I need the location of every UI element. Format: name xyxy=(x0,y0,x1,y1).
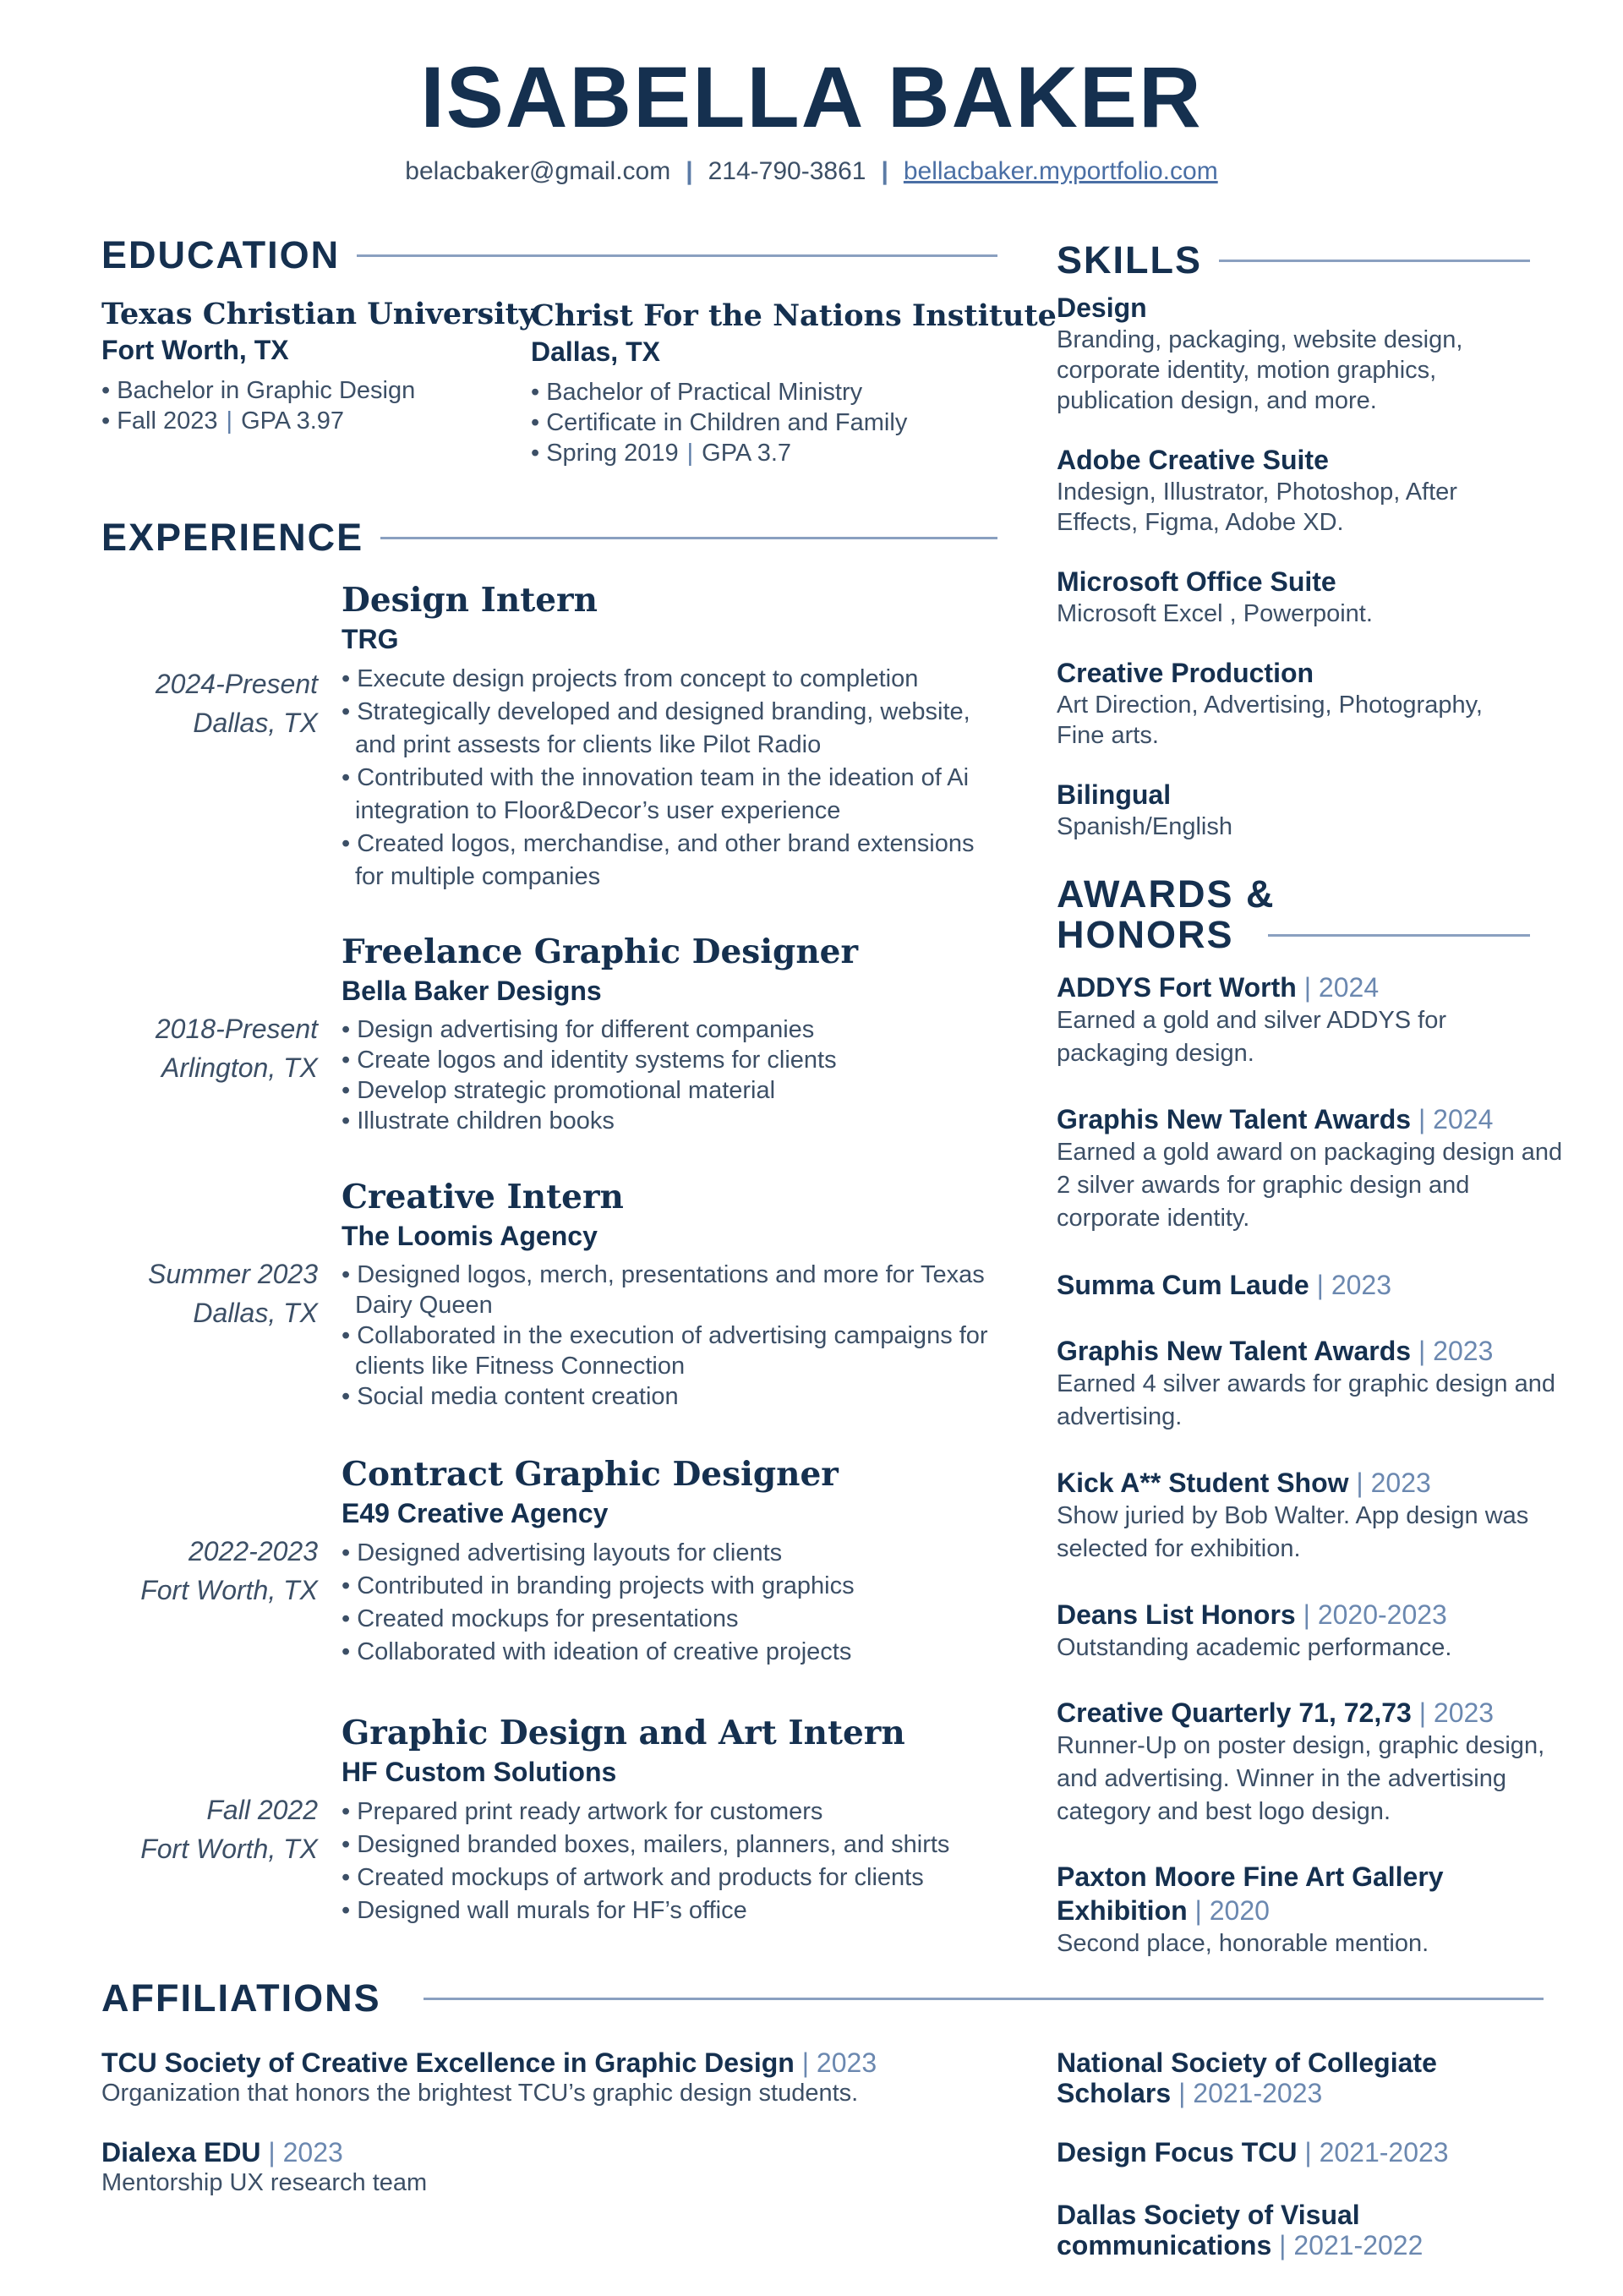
award-name: Summa Cum Laude | 2023 xyxy=(1057,1270,1391,1300)
award-desc: Earned a gold award on packaging design and 2 silver awards for graphic design and corporate identity. xyxy=(1057,1139,1563,1232)
affiliations-heading: AFFILIATIONS xyxy=(101,1976,1544,2020)
affiliation-name: Design Focus TCU | 2021-2023 xyxy=(1057,2137,1449,2168)
job-bullet: • Designed logos, merch, presentations and more for Texas Dairy Queen xyxy=(342,1261,985,1319)
degree: • Bachelor in Graphic Design xyxy=(101,377,416,404)
skill-item xyxy=(1057,291,1530,416)
job-bullet: • Execute design projects from concept to completion xyxy=(342,665,919,692)
education-section xyxy=(101,233,997,277)
job-org: The Loomis Agency xyxy=(342,1221,598,1251)
affiliation-name: TCU Society of Creative Excellence in Graphic Design | 2023 xyxy=(101,2047,877,2078)
job-bullet: • Design advertising for different companies xyxy=(342,1016,815,1043)
education-item xyxy=(531,298,1057,468)
job-bullet: • Strategically developed and designed branding, website, and print assests for clients like Pilot Radio xyxy=(342,698,970,758)
school-location: Fort Worth, TX xyxy=(101,335,289,365)
award-desc: Second place, honorable mention. xyxy=(1057,1930,1429,1957)
affiliation-desc: Mentorship UX research team xyxy=(101,2169,428,2196)
affiliation-desc: Organization that honors the brightest TCU’s graphic design students. xyxy=(101,2080,859,2107)
experience-section xyxy=(101,516,997,560)
job-bullet: • Contributed with the innovation team in the ideation of Ai integration to Floor&Decor’s user experience xyxy=(342,764,970,824)
skill-desc: Branding, packaging, website design, corporate identity, motion graphics, publication design, and more. xyxy=(1057,326,1463,414)
skill-item xyxy=(1057,443,1530,538)
job-bullet: • Collaborated in the execution of advertising campaigns for clients like Fitness Connection xyxy=(342,1322,988,1380)
job-dates: Summer 2023 Dallas, TX xyxy=(148,1259,318,1328)
affiliation-name: National Society of Collegiate Scholars | 2021-2023 xyxy=(1057,2047,1437,2108)
job-dates: 2024-Present Dallas, TX xyxy=(155,669,318,738)
job-bullet: • Designed wall murals for HF’s office xyxy=(342,1897,747,1924)
heading-rule xyxy=(1268,934,1530,937)
skill-name: Microsoft Office Suite xyxy=(1057,566,1336,597)
affiliations-section xyxy=(101,1976,1544,2020)
school-location: Dallas, TX xyxy=(531,336,660,367)
separator: | xyxy=(881,157,888,185)
award-item xyxy=(1057,1598,1564,1665)
school-name: Christ For the Nations Institute xyxy=(531,298,1057,333)
skill-name: Creative Production xyxy=(1057,658,1314,688)
term-gpa: • Fall 2023 | GPA 3.97 xyxy=(101,407,345,435)
affiliation-item xyxy=(1057,2137,1564,2168)
job-bullet: • Contributed in branding projects with graphics xyxy=(342,1572,855,1599)
education-heading: EDUCATION xyxy=(101,233,997,277)
award-name: ADDYS Fort Worth | 2024 xyxy=(1057,972,1380,1003)
job-bullet: • Created mockups for presentations xyxy=(342,1605,739,1632)
education-item xyxy=(101,296,537,436)
portfolio-link[interactable]: bellacbaker.myportfolio.com xyxy=(903,157,1218,185)
certificate: • Certificate in Children and Family xyxy=(531,409,908,436)
job-bullet: • Develop strategic promotional material xyxy=(342,1077,776,1104)
heading-rule xyxy=(357,254,997,257)
awards-heading: AWARDS & HONORS xyxy=(1057,874,1530,955)
job-dates: 2022-2023 Fort Worth, TX xyxy=(140,1536,318,1605)
affiliation-name: Dialexa EDU | 2023 xyxy=(101,2137,343,2168)
skill-item xyxy=(1057,656,1530,751)
job-bullet: • Collaborated with ideation of creative projects xyxy=(342,1638,852,1665)
job-bullet: • Created logos, merchandise, and other brand extensions for multiple companies xyxy=(342,830,975,890)
job-org: TRG xyxy=(342,624,399,654)
job-bullet: • Prepared print ready artwork for customers xyxy=(342,1798,823,1825)
candidate-name: ISABELLA BAKER xyxy=(420,49,1203,145)
job-title: Creative Intern xyxy=(342,1178,624,1216)
award-item xyxy=(1057,1696,1564,1829)
job-bullet: • Designed branded boxes, mailers, planners, and shirts xyxy=(342,1831,950,1858)
affiliation-name: Dallas Society of Visual communications | 2021-2022 xyxy=(1057,2200,1424,2260)
separator: | xyxy=(686,157,693,185)
award-name: Deans List Honors | 2020-2023 xyxy=(1057,1599,1447,1630)
term-gpa: • Spring 2019 | GPA 3.7 xyxy=(531,440,792,467)
award-name: Graphis New Talent Awards | 2024 xyxy=(1057,1104,1494,1134)
job-bullet: • Illustrate children books xyxy=(342,1107,615,1134)
award-desc: Show juried by Bob Walter. App design was selected for exhibition. xyxy=(1057,1502,1529,1562)
job-title: Freelance Graphic Designer xyxy=(342,932,859,971)
skill-item xyxy=(1057,778,1530,842)
heading-rule xyxy=(380,537,997,539)
skill-desc: Art Direction, Advertising, Photography, Fine arts. xyxy=(1057,692,1483,749)
award-item xyxy=(1057,1334,1564,1434)
job-bullet: • Designed advertising layouts for clients xyxy=(342,1539,783,1566)
award-name: Graphis New Talent Awards | 2023 xyxy=(1057,1336,1494,1366)
job-title: Contract Graphic Designer xyxy=(342,1455,839,1494)
skill-item xyxy=(1057,565,1530,629)
heading-rule xyxy=(424,1998,1544,2000)
award-item xyxy=(1057,1860,1462,1960)
skills-section xyxy=(1057,238,1530,869)
job-bullet: • Created mockups of artwork and products for clients xyxy=(342,1864,924,1891)
skill-name: Adobe Creative Suite xyxy=(1057,445,1329,475)
degree: • Bachelor of Practical Ministry xyxy=(531,379,863,406)
job-title: Design Intern xyxy=(342,581,598,620)
job-org: Bella Baker Designs xyxy=(342,976,602,1006)
job-dates: 2018-Present Arlington, TX xyxy=(155,1014,318,1083)
job-bullet: • Social media content creation xyxy=(342,1383,679,1410)
award-name: Kick A** Student Show | 2023 xyxy=(1057,1468,1431,1498)
skill-desc: Spanish/English xyxy=(1057,813,1232,840)
award-desc: Runner-Up on poster design, graphic design, and advertising. Winner in the advertising category and best logo design. xyxy=(1057,1732,1545,1825)
affiliation-item xyxy=(1057,2047,1454,2108)
job-dates: Fall 2022 Fort Worth, TX xyxy=(140,1795,318,1864)
award-item xyxy=(1057,1268,1564,1302)
experience-heading: EXPERIENCE xyxy=(101,516,997,560)
job-org: HF Custom Solutions xyxy=(342,1757,617,1787)
award-name: Paxton Moore Fine Art Gallery Exhibition | 2020 xyxy=(1057,1861,1444,1926)
skills-heading: SKILLS xyxy=(1057,238,1530,282)
skill-desc: Microsoft Excel , Powerpoint. xyxy=(1057,600,1373,627)
contact-line xyxy=(0,155,1623,189)
email-text: belacbaker@gmail.com xyxy=(405,157,671,185)
skill-desc: Indesign, Illustrator, Photoshop, After Effects, Figma, Adobe XD. xyxy=(1057,478,1457,536)
award-desc: Earned a gold and silver ADDYS for packaging design. xyxy=(1057,1007,1447,1067)
skill-name: Bilingual xyxy=(1057,779,1172,810)
affiliation-item xyxy=(101,2047,1031,2108)
affiliation-item xyxy=(101,2137,947,2198)
job-title: Graphic Design and Art Intern xyxy=(342,1714,905,1752)
heading-rule xyxy=(1219,260,1530,262)
award-name: Creative Quarterly 71, 72,73 | 2023 xyxy=(1057,1697,1495,1728)
award-item xyxy=(1057,970,1564,1070)
award-item xyxy=(1057,1466,1564,1566)
award-item xyxy=(1057,1102,1564,1235)
award-desc: Outstanding academic performance. xyxy=(1057,1634,1452,1661)
affiliation-item xyxy=(1057,2200,1454,2260)
award-desc: Earned 4 silver awards for graphic design and advertising. xyxy=(1057,1370,1555,1430)
phone-text: 214-790-3861 xyxy=(708,157,866,185)
job-org: E49 Creative Agency xyxy=(342,1498,609,1528)
job-bullet: • Create logos and identity systems for clients xyxy=(342,1047,837,1074)
skill-name: Design xyxy=(1057,292,1147,323)
school-name: Texas Christian University xyxy=(101,297,537,331)
